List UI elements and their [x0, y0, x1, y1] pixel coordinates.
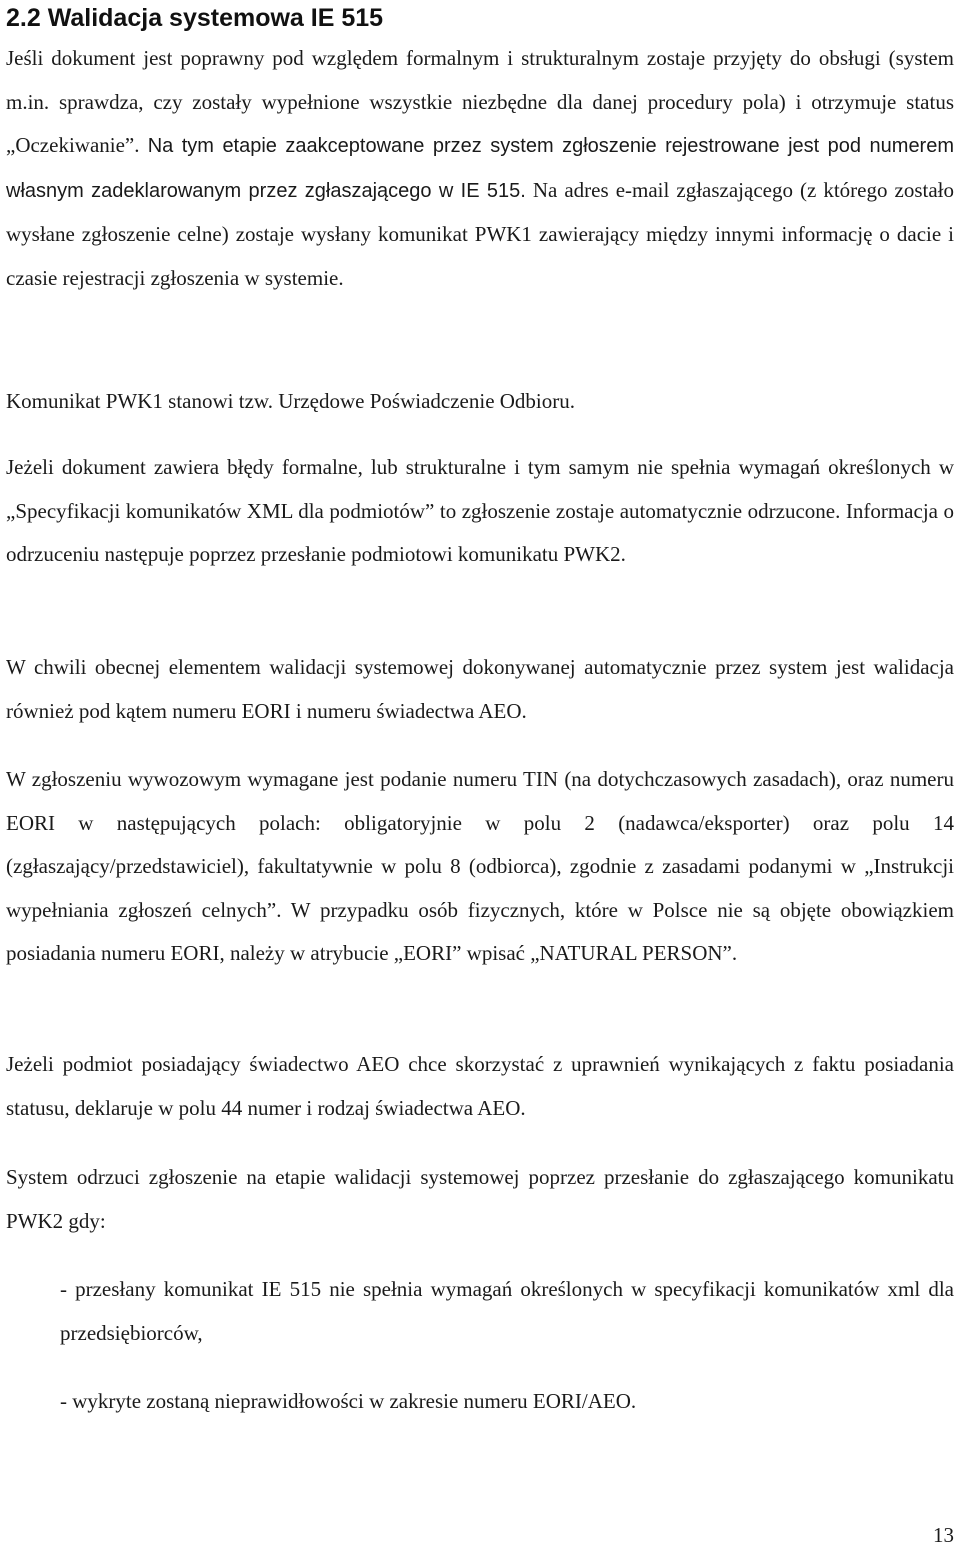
paragraph-aeo: Jeżeli podmiot posiadający świadectwo AEO chce skorzystać z uprawnień wynikających z faktu posiadania statusu, deklaruje w polu 44 numer i rodzaj świadectwa AEO.: [6, 1052, 954, 1120]
paragraph-export-declaration: W zgłoszeniu wywozowym wymagane jest podanie numeru TIN (na dotychczasowych zasadach), oraz numeru EORI w następujących polach: obligatoryjnie w polu 2 (nadawca/eksporter) oraz polu 14 (zgłaszający/przedstawiciel), fakultatywnie w polu 8 (odbiorca), zgodnie z zasadami podanymi w „Instrukcji wypełniania zgłoszeń celnych”. W przypadku osób fizycznych, które w Polsce nie są objęte obowiązkiem posiadania numeru EORI, należy w atrybucie „EORI” wpisać „NATURAL PERSON”.: [6, 767, 954, 966]
paragraph-rejection: Jeżeli dokument zawiera błędy formalne, lub strukturalne i tym samym nie spełnia wymagań określonych w „Specyfikacji komunikatów XML dla podmiotów” to zgłoszenie zostaje automatycznie odrzucone. Informacja o odrzuceniu następuje poprzez przesłanie podmiotowi komunikatu PWK2.: [6, 455, 954, 567]
paragraph-acceptance-sentence-1: Jeśli dokument jest poprawny pod względem formalnym i strukturalnym zostaje przyjęty do obsługi (system m.in. sprawdza, czy zostały wypełnione wszystkie niezbędne dla danej procedury pola) i otrzymuje status „Oczekiwanie”.: [6, 46, 954, 158]
paragraph-acceptance-sentence-3: Na adres e-mail zgłaszającego (z którego zostało wysłane zgłoszenie celne) zostaje wysłany komunikat PWK1 zawierający między innymi informację o dacie i czasie rejestracji zgłoszenia w systemie.: [6, 177, 954, 290]
page-number: 13: [933, 1523, 954, 1547]
section-heading: 2.2 Walidacja systemowa IE 515: [6, 4, 384, 32]
paragraph-eori-validation: W chwili obecnej elementem walidacji systemowej dokonywanej automatycznie przez system jest walidacja również pod kątem numeru EORI i numeru świadectwa AEO.: [6, 655, 954, 723]
paragraph-acceptance: [6, 37, 954, 301]
list-item-specification: - przesłany komunikat IE 515 nie spełnia wymagań określonych w specyfikacji komunikatów xml dla przedsiębiorców,: [60, 1277, 954, 1345]
paragraph-acceptance-sentence-2: Na tym etapie zaakceptowane przez system zgłoszenie rejestrowane jest pod numerem własnym zadeklarowanym przez zgłaszającego w IE 515.: [6, 135, 955, 202]
list-item-eori-aeo: - wykryte zostaną nieprawidłowości w zakresie numeru EORI/AEO.: [60, 1389, 637, 1413]
paragraph-pwk1: Komunikat PWK1 stanowi tzw. Urzędowe Poświadczenie Odbioru.: [6, 389, 576, 413]
paragraph-system-rejects: System odrzuci zgłoszenie na etapie walidacji systemowej poprzez przesłanie do zgłaszającego komunikatu PWK2 gdy:: [6, 1165, 954, 1233]
